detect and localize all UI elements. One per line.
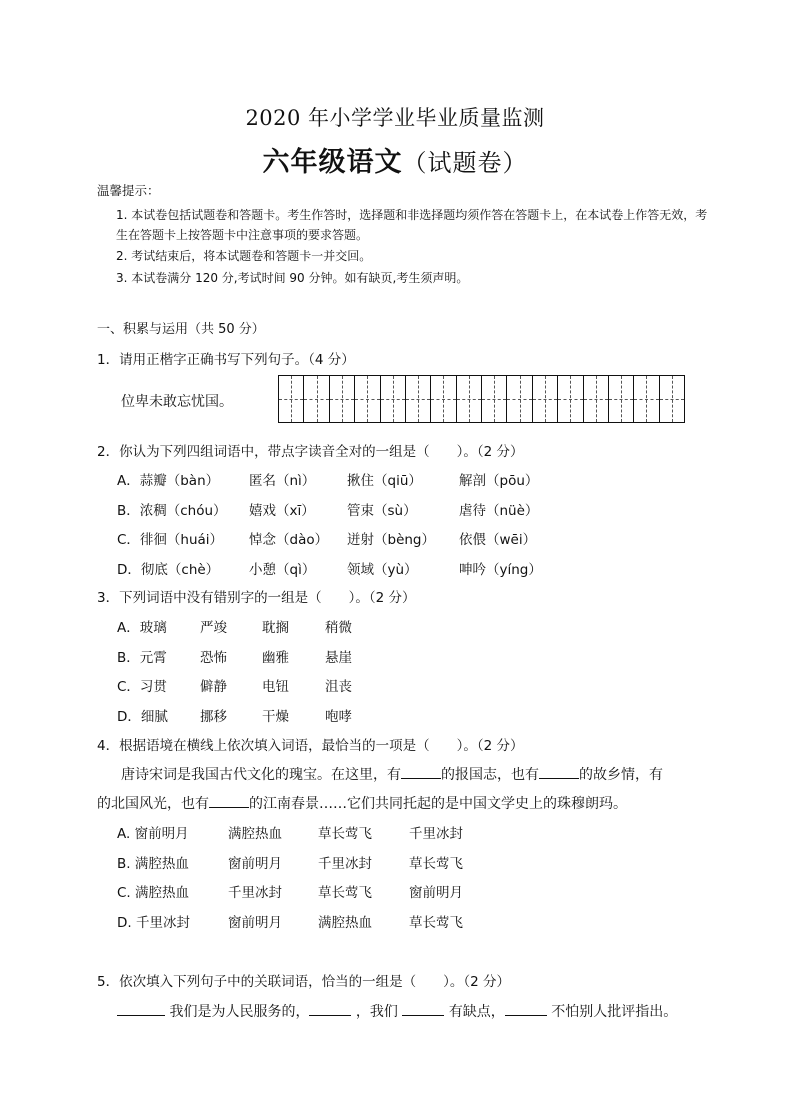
question-1-sentence: 位卑未敢忘忧国。: [121, 394, 233, 410]
question-5-stem: 5．依次填入下列句子中的关联词语，恰当的一组是（ ）。（2 分）: [97, 974, 510, 990]
option-item: 悬崖: [325, 649, 352, 666]
question-1-stem: 1．请用正楷字正确书写下列句子。（4 分）: [97, 352, 355, 368]
grid-cell[interactable]: [279, 376, 304, 422]
notice-item-1: 1. 本试卷包括试题卷和答题卡。考生作答时，选择题和非选择题均须作答在答题卡上，在本试卷上作答无效，考生在答题卡上按答题卡中注意事项的要求答题。: [116, 208, 708, 242]
grid-cell[interactable]: [609, 376, 634, 422]
option-item: 幽雅: [262, 649, 289, 666]
question-4-stem: 4．根据语境在横线上依次填入词语，最恰当的一项是（ ）。（2 分）: [97, 738, 524, 754]
grid-cell[interactable]: [533, 376, 558, 422]
option-label[interactable]: C．徘徊（huái）: [117, 532, 224, 548]
option-item: 咆哮: [325, 708, 352, 725]
option-item: 耽搁: [262, 620, 289, 636]
grid-cell[interactable]: [381, 376, 406, 422]
question-4-passage-line-1: [121, 764, 663, 784]
sentence-part: 我们是为人民服务的，: [169, 1004, 310, 1020]
option-item: 僻静: [200, 679, 227, 695]
option-item: 千里冰封: [409, 826, 463, 842]
option-label[interactable]: D. 千里冰封: [117, 914, 190, 931]
question-2-stem: 2．你认为下列四组词语中，带点字读音全对的一组是（ ）。（2 分）: [97, 444, 524, 460]
option-item: 解剖（pōu）: [459, 473, 539, 489]
exam-title: 2020 年小学学业毕业质量监测: [245, 106, 545, 130]
option-label[interactable]: C．习贯: [117, 679, 167, 695]
connective-blank-3[interactable]: [402, 1001, 444, 1016]
option-item: 匿名（nì）: [249, 473, 316, 489]
sentence-part: 不怕别人批评指出。: [551, 1004, 678, 1020]
question-4-passage-line-2: [97, 793, 627, 813]
option-item: 恐怖: [200, 649, 227, 666]
notice-label: 温馨提示：: [97, 183, 160, 198]
question-3-stem: 3．下列词语中没有错别字的一组是（ ）。（2 分）: [97, 590, 416, 606]
option-item: 严竣: [200, 620, 227, 636]
option-item: 电钮: [262, 679, 289, 695]
grid-cell[interactable]: [558, 376, 583, 422]
grid-cell[interactable]: [507, 376, 532, 422]
option-item: 沮丧: [325, 679, 352, 695]
connective-blank-4[interactable]: [505, 1001, 547, 1016]
option-item: 草长莺飞: [409, 855, 463, 872]
option-item: 虐待（nüè）: [459, 502, 539, 519]
option-item: 千里冰封: [318, 855, 372, 872]
section-title: 一、积累与运用（共 50 分）: [97, 322, 265, 337]
option-item: 呻吟（yíng）: [459, 561, 542, 578]
option-label[interactable]: D．彻底（chè）: [117, 561, 220, 578]
passage-blank-3[interactable]: [209, 793, 249, 808]
sentence-part: ，我们: [355, 1004, 398, 1020]
option-item: 小憩（qì）: [249, 561, 316, 578]
passage-blank-1[interactable]: [401, 764, 441, 779]
passage-blank-2[interactable]: [539, 764, 579, 779]
connective-blank-1[interactable]: [117, 1001, 165, 1016]
option-label[interactable]: A．玻璃: [117, 620, 167, 636]
connective-blank-2[interactable]: [309, 1001, 351, 1016]
option-item: 干燥: [262, 708, 289, 725]
option-label[interactable]: C. 满腔热血: [117, 885, 190, 901]
notice-item-3: 3. 本试卷满分 120 分,考试时间 90 分钟。如有缺页,考生须声明。: [116, 271, 469, 285]
passage-text: 唐诗宋词是我国古代文化的瑰宝。在这里，有: [121, 767, 401, 783]
grid-cell[interactable]: [584, 376, 609, 422]
option-item: 揪住（qiū）: [347, 473, 422, 489]
subject-note: （试题卷）: [402, 149, 528, 177]
passage-text: 的故乡情，有: [579, 767, 663, 783]
option-item: 管束（sù）: [347, 502, 417, 519]
option-label[interactable]: A. 窗前明月: [117, 826, 189, 842]
option-item: 窗前明月: [228, 914, 282, 931]
sentence-part: 有缺点，: [448, 1004, 505, 1020]
grid-cell[interactable]: [482, 376, 507, 422]
option-item: 满腔热血: [318, 914, 372, 931]
grid-cell[interactable]: [457, 376, 482, 422]
subject-title: [0, 140, 790, 179]
passage-text: 的报国志，也有: [441, 767, 539, 783]
passage-text: 的北国风光，也有: [97, 796, 209, 812]
option-label[interactable]: B．浓稠（chóu）: [117, 502, 227, 519]
option-item: 窗前明月: [409, 885, 463, 901]
option-item: 稍微: [325, 620, 352, 636]
grid-cell[interactable]: [330, 376, 355, 422]
option-item: 窗前明月: [228, 855, 282, 872]
option-item: 挪移: [200, 708, 227, 725]
writing-grid[interactable]: [278, 375, 685, 423]
grid-cell[interactable]: [431, 376, 456, 422]
option-item: 千里冰封: [228, 885, 282, 901]
grid-cell[interactable]: [355, 376, 380, 422]
option-item: 迸射（bèng）: [347, 532, 436, 548]
grid-cell[interactable]: [406, 376, 431, 422]
option-item: 草长莺飞: [409, 914, 463, 931]
grid-cell[interactable]: [304, 376, 329, 422]
option-item: 草长莺飞: [318, 826, 372, 842]
option-label[interactable]: B. 满腔热血: [117, 855, 189, 872]
subject-name: 六年级语文: [262, 147, 403, 178]
option-item: 依偎（wēi）: [459, 532, 537, 548]
grid-cell[interactable]: [634, 376, 659, 422]
option-item: 嬉戏（xī）: [249, 502, 315, 519]
grid-cell[interactable]: [660, 376, 684, 422]
question-5-sentence: [117, 1001, 677, 1021]
passage-text: 的江南春景……它们共同托起的是中国文学史上的珠穆朗玛。: [249, 796, 627, 812]
notice-item-2: 2. 考试结束后，将本试题卷和答题卡一并交回。: [116, 249, 372, 263]
option-item: 领域（yù）: [347, 561, 418, 578]
option-label[interactable]: D．细腻: [117, 708, 168, 725]
option-item: 满腔热血: [228, 826, 282, 842]
option-label[interactable]: B．元霄: [117, 649, 167, 666]
option-label[interactable]: A．蒜瓣（bàn）: [117, 473, 220, 489]
option-item: 悼念（dào）: [249, 532, 329, 548]
option-item: 草长莺飞: [318, 885, 372, 901]
